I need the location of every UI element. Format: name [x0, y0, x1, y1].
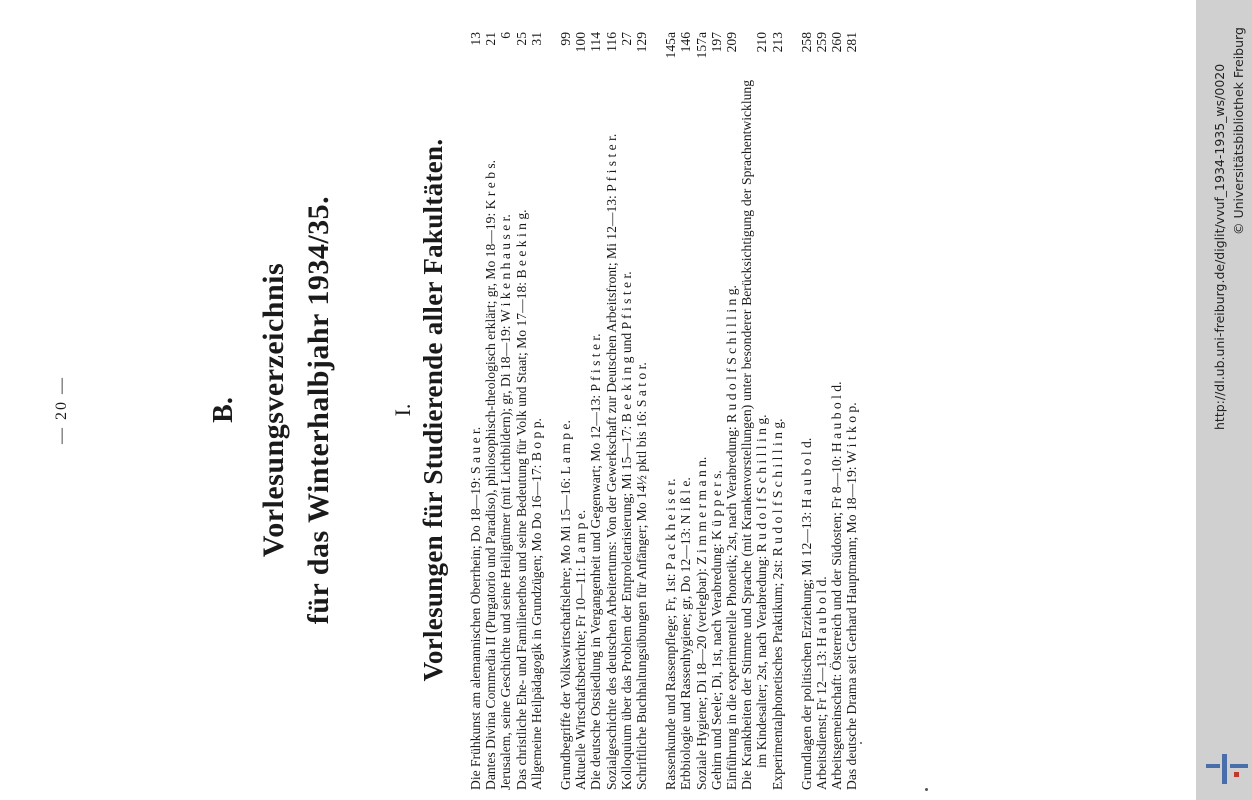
- lecture-text: Grundlagen der politischen Erziehung; Mi 12—13: H a u b o l d.: [798, 437, 814, 790]
- lecture-text: Arbeitsgemeinschaft: Österreich und der Südosten; Fr 8—10: H a u b o l d.: [829, 381, 845, 790]
- lecture-text: Experimentalphonetisches Praktikum; 2st: R u d o l f S c h i l l i n g.: [769, 418, 785, 790]
- lecture-text: Dantes Divina Commedia II (Purgatorio und Paradiso), philosophisch-theologisch erklärt; gr, Mo 18—19: K r e b s.: [483, 159, 499, 790]
- lecture-text: Arbeitsdienst; Fr 12—13: H a u b o l d.: [814, 576, 830, 790]
- lecture-text: Das christliche Ehe- und Familienethos und seine Bedeutung für Volk und Staat; Mo 17—18: B e e k i n g.: [513, 209, 529, 790]
- lecture-number: 157a: [693, 32, 709, 59]
- lecture-group: [468, 30, 544, 790]
- lecture-group: [558, 30, 649, 790]
- page-number: — 20 —: [53, 376, 70, 444]
- lecture-entry: [739, 30, 769, 790]
- lecture-number: 209: [724, 32, 740, 53]
- lecture-number: 116: [603, 32, 619, 52]
- lecture-text: Einführung in die experimentelle Phonetik; 2st, nach Verabredung: R u d o l f S c h i l l i n g.: [724, 285, 740, 790]
- lecture-number: 21: [483, 32, 499, 46]
- lecture-text: Aktuelle Wirtschaftsberichte; Fr 10—11: L a m p e.: [573, 509, 589, 790]
- lecture-number: 213: [769, 32, 785, 53]
- lecture-number: 258: [798, 32, 814, 53]
- lecture-entry: [529, 30, 544, 790]
- lecture-number: 13: [468, 32, 483, 46]
- lecture-number: 145a: [663, 32, 679, 59]
- lecture-entry: [634, 30, 649, 790]
- rotated-page-content: [30, 30, 1185, 790]
- lecture-entry: [558, 30, 573, 790]
- lecture-number: 210: [754, 32, 770, 53]
- library-logo-icon[interactable]: [1206, 754, 1248, 784]
- lecture-entry: [663, 30, 678, 790]
- scan-speck: [925, 788, 928, 791]
- lecture-text: Allgemeine Heilpädagogik in Grundzügen; Mo Do 16—17: B o p p.: [528, 418, 544, 790]
- lecture-number: 129: [634, 32, 650, 53]
- lecture-text: Die deutsche Ostsiedlung in Vergangenheit und Gegenwart; Mo 12—13: P f i s t e r.: [588, 333, 604, 790]
- lecture-number: 31: [528, 32, 544, 46]
- lecture-text: Rassenkunde und Rassenpflege; Fr, 1st: P a c k h e i s e r.: [663, 478, 679, 790]
- lecture-group: [663, 30, 785, 790]
- lecture-text: Schriftliche Buchhaltungsübungen für Anfänger; Mo 14½ pktl bis 16: S a t o r.: [634, 362, 650, 790]
- lecture-entry: [573, 30, 588, 790]
- lecture-entry: [694, 30, 709, 790]
- section-numeral: I.: [390, 403, 415, 417]
- lecture-entry: [814, 30, 829, 790]
- lecture-entry: [724, 30, 739, 790]
- lecture-number: 281: [844, 32, 860, 53]
- lecture-text: Die Krankheiten der Stimme und Sprache (mit Krankenvorstellungen) unter besonderer Berücksichtigung der Sprachentwicklung im Kindesalter; 2st, nach Verabredung: R u d o l f S c h i l l i n g.: [739, 80, 770, 790]
- lecture-number: 6: [498, 32, 514, 39]
- lecture-entry: [604, 30, 619, 790]
- lecture-list: [468, 30, 874, 790]
- scan-speck: [860, 742, 862, 744]
- lecture-text: Erbbiologie und Rassenhygiene; gr, Do 12—13: N i ß l e.: [678, 477, 694, 790]
- lecture-entry: [829, 30, 844, 790]
- lecture-number: 27: [618, 32, 634, 46]
- lecture-text: Grundbegriffe der Volkswirtschaftslehre; Mo Mi 15—16: L a m p e.: [558, 420, 574, 790]
- lecture-number: 114: [588, 32, 604, 52]
- lecture-text: Gehirn und Seele; Di, 1st, nach Verabredung: K ü p p e r s.: [708, 470, 724, 790]
- title-line-2: für das Winterhalbjahr 1934/35.: [302, 195, 335, 625]
- lecture-entry: [514, 30, 529, 790]
- lecture-number: 100: [573, 32, 589, 53]
- lecture-group: [799, 30, 860, 790]
- lecture-number: 99: [558, 32, 574, 46]
- lecture-text: Die Frühkunst am alemannischen Oberrhein; Do 18—19: S a u e r.: [468, 426, 483, 790]
- lecture-text: Kolloquium über das Problem der Entproletarisierung; Mi 15—17: B e e k i n g und P f i s t e r.: [618, 271, 634, 790]
- lecture-entry: [483, 30, 498, 790]
- title-line-1: Vorlesungsverzeichnis: [257, 262, 290, 558]
- section-letter: B.: [208, 397, 239, 423]
- lecture-entry: [770, 30, 785, 790]
- lecture-entry: [619, 30, 634, 790]
- source-url-link[interactable]: http://dl.ub.uni-freiburg.de/diglit/vvuf_1934-1935_ws/0020: [1212, 63, 1227, 430]
- copyright-notice: © Universitätsbibliothek Freiburg: [1231, 27, 1246, 235]
- lecture-text: Soziale Hygiene; Di 18—20 (verlegbar): Z i m m e r m a n n.: [693, 456, 709, 790]
- lecture-number: 146: [678, 32, 694, 53]
- lecture-number: 197: [708, 32, 724, 53]
- lecture-text: Das deutsche Drama seit Gerhard Hauptmann; Mo 18—19: W i t k o p.: [844, 402, 860, 790]
- lecture-number: 260: [829, 32, 845, 53]
- lecture-entry: [588, 30, 603, 790]
- lecture-entry: [844, 30, 859, 790]
- lecture-entry: [468, 30, 483, 790]
- lecture-number: 259: [814, 32, 830, 53]
- lecture-text: Jerusalem, seine Geschichte und seine Heiligtümer (mit Lichtbildern); gr, Di 18—19: W i k e n h a u s e r.: [498, 214, 514, 790]
- lecture-entry: [709, 30, 724, 790]
- lecture-entry: [799, 30, 814, 790]
- lecture-number: 25: [513, 32, 529, 46]
- lecture-text: Sozialgeschichte des deutschen Arbeitertums: Von der Gewerkschaft zur Deutschen Arbeitsfront; Mi 12—13: P f i s t e r.: [603, 133, 619, 790]
- lecture-entry: [498, 30, 513, 790]
- lecture-entry: [678, 30, 693, 790]
- section-heading: Vorlesungen für Studierende aller Fakultäten.: [418, 138, 448, 682]
